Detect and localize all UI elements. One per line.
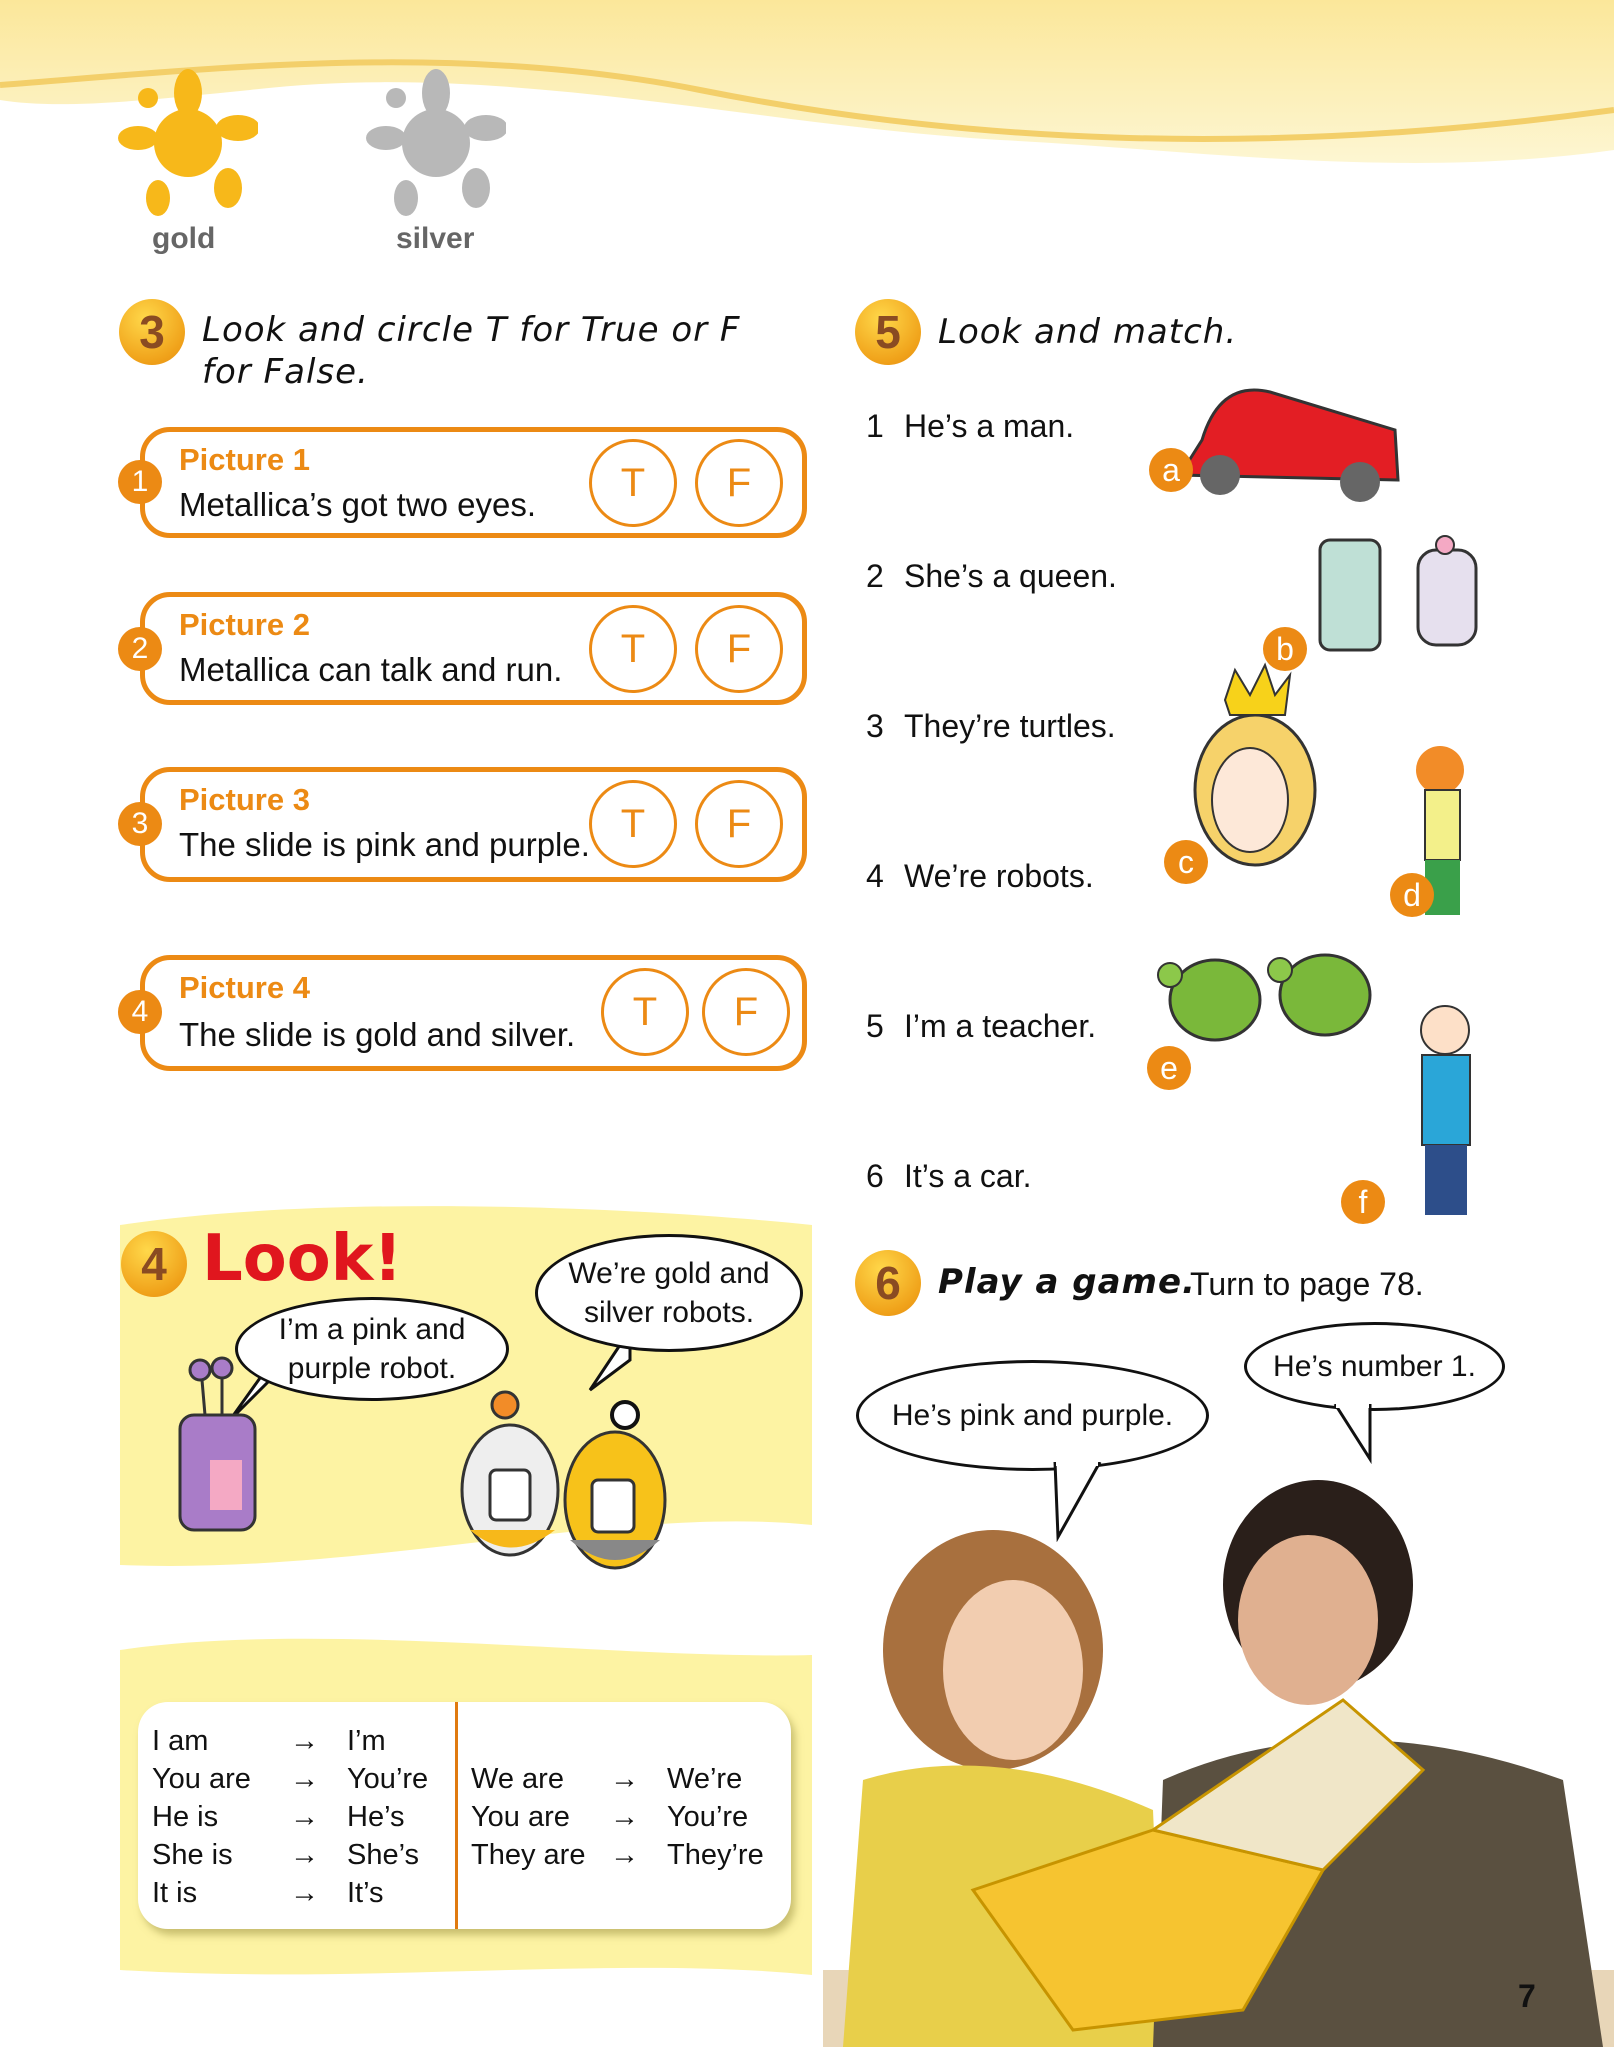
item-number: 3 xyxy=(118,802,162,846)
sentence-text: He’s a man. xyxy=(904,408,1075,444)
section-3-title-line2: for False. xyxy=(202,352,369,392)
grammar-form: You are xyxy=(471,1801,570,1833)
true-option[interactable]: T xyxy=(601,968,689,1056)
bubble-text: He’s pink and purple. xyxy=(891,1399,1174,1432)
section-6-title: Play a game. xyxy=(938,1262,1196,1302)
grammar-form: You’re xyxy=(667,1801,749,1833)
grammar-form: They are xyxy=(471,1839,586,1871)
match-sentence xyxy=(866,858,1094,895)
gold-splat-icon xyxy=(118,68,258,218)
sentence-number: 5 xyxy=(866,1008,884,1044)
section-5-title: Look and match. xyxy=(938,312,1238,352)
grammar-form: She’s xyxy=(347,1839,420,1871)
speech-bubble-boy xyxy=(1244,1322,1505,1411)
item-number: 1 xyxy=(118,460,162,504)
sentence-text: It’s a car. xyxy=(904,1158,1032,1194)
statement: Metallica’s got two eyes. xyxy=(179,486,537,523)
queen-picture xyxy=(1195,665,1315,865)
false-option[interactable]: F xyxy=(695,605,783,693)
speech-bubble-gold-silver-robots xyxy=(535,1234,803,1352)
silver-splat-icon xyxy=(366,68,506,218)
silver-robot xyxy=(462,1392,558,1555)
purple-robot xyxy=(180,1358,255,1530)
grammar-form: He is xyxy=(152,1801,219,1833)
grammar-form: They’re xyxy=(667,1839,764,1871)
picture-label: Picture 4 xyxy=(179,970,310,1005)
match-sentence xyxy=(866,558,1117,595)
letter-b-badge: b xyxy=(1263,627,1307,671)
gold-robot xyxy=(565,1402,665,1568)
section-4-badge: 4 xyxy=(121,1231,187,1297)
sentence-number: 6 xyxy=(866,1158,884,1194)
item-number: 4 xyxy=(118,990,162,1034)
picture-label: Picture 3 xyxy=(179,782,310,817)
true-option[interactable]: T xyxy=(589,605,677,693)
grammar-form: It’s xyxy=(347,1877,384,1909)
picture-label: Picture 2 xyxy=(179,607,310,642)
grammar-form: He’s xyxy=(347,1801,405,1833)
true-option[interactable]: T xyxy=(589,780,677,868)
gold-label: gold xyxy=(152,222,216,255)
sentence-text: She’s a queen. xyxy=(904,558,1117,594)
section-5-badge: 5 xyxy=(855,299,921,365)
true-option[interactable]: T xyxy=(589,439,677,527)
grammar-form: You are xyxy=(152,1763,251,1795)
grammar-form: She is xyxy=(152,1839,233,1871)
arrow-icon: → xyxy=(290,1725,319,1757)
true-false-item xyxy=(131,427,807,538)
grammar-form: You’re xyxy=(347,1763,429,1795)
sentence-number: 1 xyxy=(866,408,884,444)
letter-d-badge: d xyxy=(1390,873,1434,917)
speech-bubble-pink-robot xyxy=(235,1297,509,1401)
section-6-subtitle: Turn to page 78. xyxy=(1190,1266,1424,1302)
grammar-form: I’m xyxy=(347,1725,386,1757)
sentence-number: 2 xyxy=(866,558,884,594)
statement: Metallica can talk and run. xyxy=(179,651,563,688)
false-option[interactable]: F xyxy=(702,968,790,1056)
statement: The slide is gold and silver. xyxy=(179,1016,576,1053)
false-option[interactable]: F xyxy=(695,439,783,527)
letter-c-badge: c xyxy=(1164,840,1208,884)
sentence-text: I’m a teacher. xyxy=(904,1008,1097,1044)
true-false-item xyxy=(131,592,807,705)
letter-a-badge: a xyxy=(1149,448,1193,492)
true-false-item xyxy=(131,767,807,882)
grammar-form: It is xyxy=(152,1877,198,1909)
arrow-icon: → xyxy=(290,1801,319,1833)
section-6-badge: 6 xyxy=(855,1250,921,1316)
grammar-form: We’re xyxy=(667,1763,743,1795)
sentence-number: 3 xyxy=(866,708,884,744)
look-title: Look! xyxy=(202,1222,403,1296)
match-sentence xyxy=(866,1158,1031,1195)
arrow-icon: → xyxy=(290,1877,319,1909)
silver-label: silver xyxy=(396,222,475,255)
bubble-tail-boy xyxy=(1330,1404,1390,1464)
bubble-tail-girl xyxy=(1050,1462,1110,1542)
arrow-icon: → xyxy=(610,1801,639,1833)
false-option[interactable]: F xyxy=(695,780,783,868)
sentence-text: They’re turtles. xyxy=(904,708,1116,744)
match-sentence xyxy=(866,408,1074,445)
grammar-form: We are xyxy=(471,1763,564,1795)
section-3-title-line1: Look and circle T for True or F xyxy=(202,310,741,350)
bubble-text: He’s number 1. xyxy=(1273,1350,1476,1383)
bubble-text: I’m a pink and purple robot. xyxy=(278,1313,466,1385)
sentence-text: We’re robots. xyxy=(904,858,1094,894)
picture-label: Picture 1 xyxy=(179,442,310,477)
match-sentence xyxy=(866,1008,1096,1045)
robots-picture xyxy=(1320,536,1476,650)
statement: The slide is pink and purple. xyxy=(179,826,590,863)
letter-e-badge: e xyxy=(1147,1046,1191,1090)
speech-bubble-girl xyxy=(856,1360,1209,1471)
match-sentence xyxy=(866,708,1116,745)
arrow-icon: → xyxy=(290,1839,319,1871)
bubble-text: We’re gold and silver robots. xyxy=(568,1257,770,1329)
children-reading-photo xyxy=(823,1450,1614,2047)
true-false-item xyxy=(131,955,807,1071)
arrow-icon: → xyxy=(290,1763,319,1795)
car-picture xyxy=(1180,390,1398,502)
letter-f-badge: f xyxy=(1341,1180,1385,1224)
sentence-number: 4 xyxy=(866,858,884,894)
turtles-picture xyxy=(1158,955,1370,1040)
arrow-icon: → xyxy=(610,1763,639,1795)
item-number: 2 xyxy=(118,627,162,671)
grammar-form: I am xyxy=(152,1725,209,1757)
page-number: 7 xyxy=(1518,1978,1536,2014)
man-picture xyxy=(1421,1006,1470,1215)
arrow-icon: → xyxy=(610,1839,639,1871)
section-3-badge: 3 xyxy=(119,299,185,365)
match-pictures xyxy=(1140,370,1520,1230)
grammar-divider xyxy=(455,1702,458,1929)
